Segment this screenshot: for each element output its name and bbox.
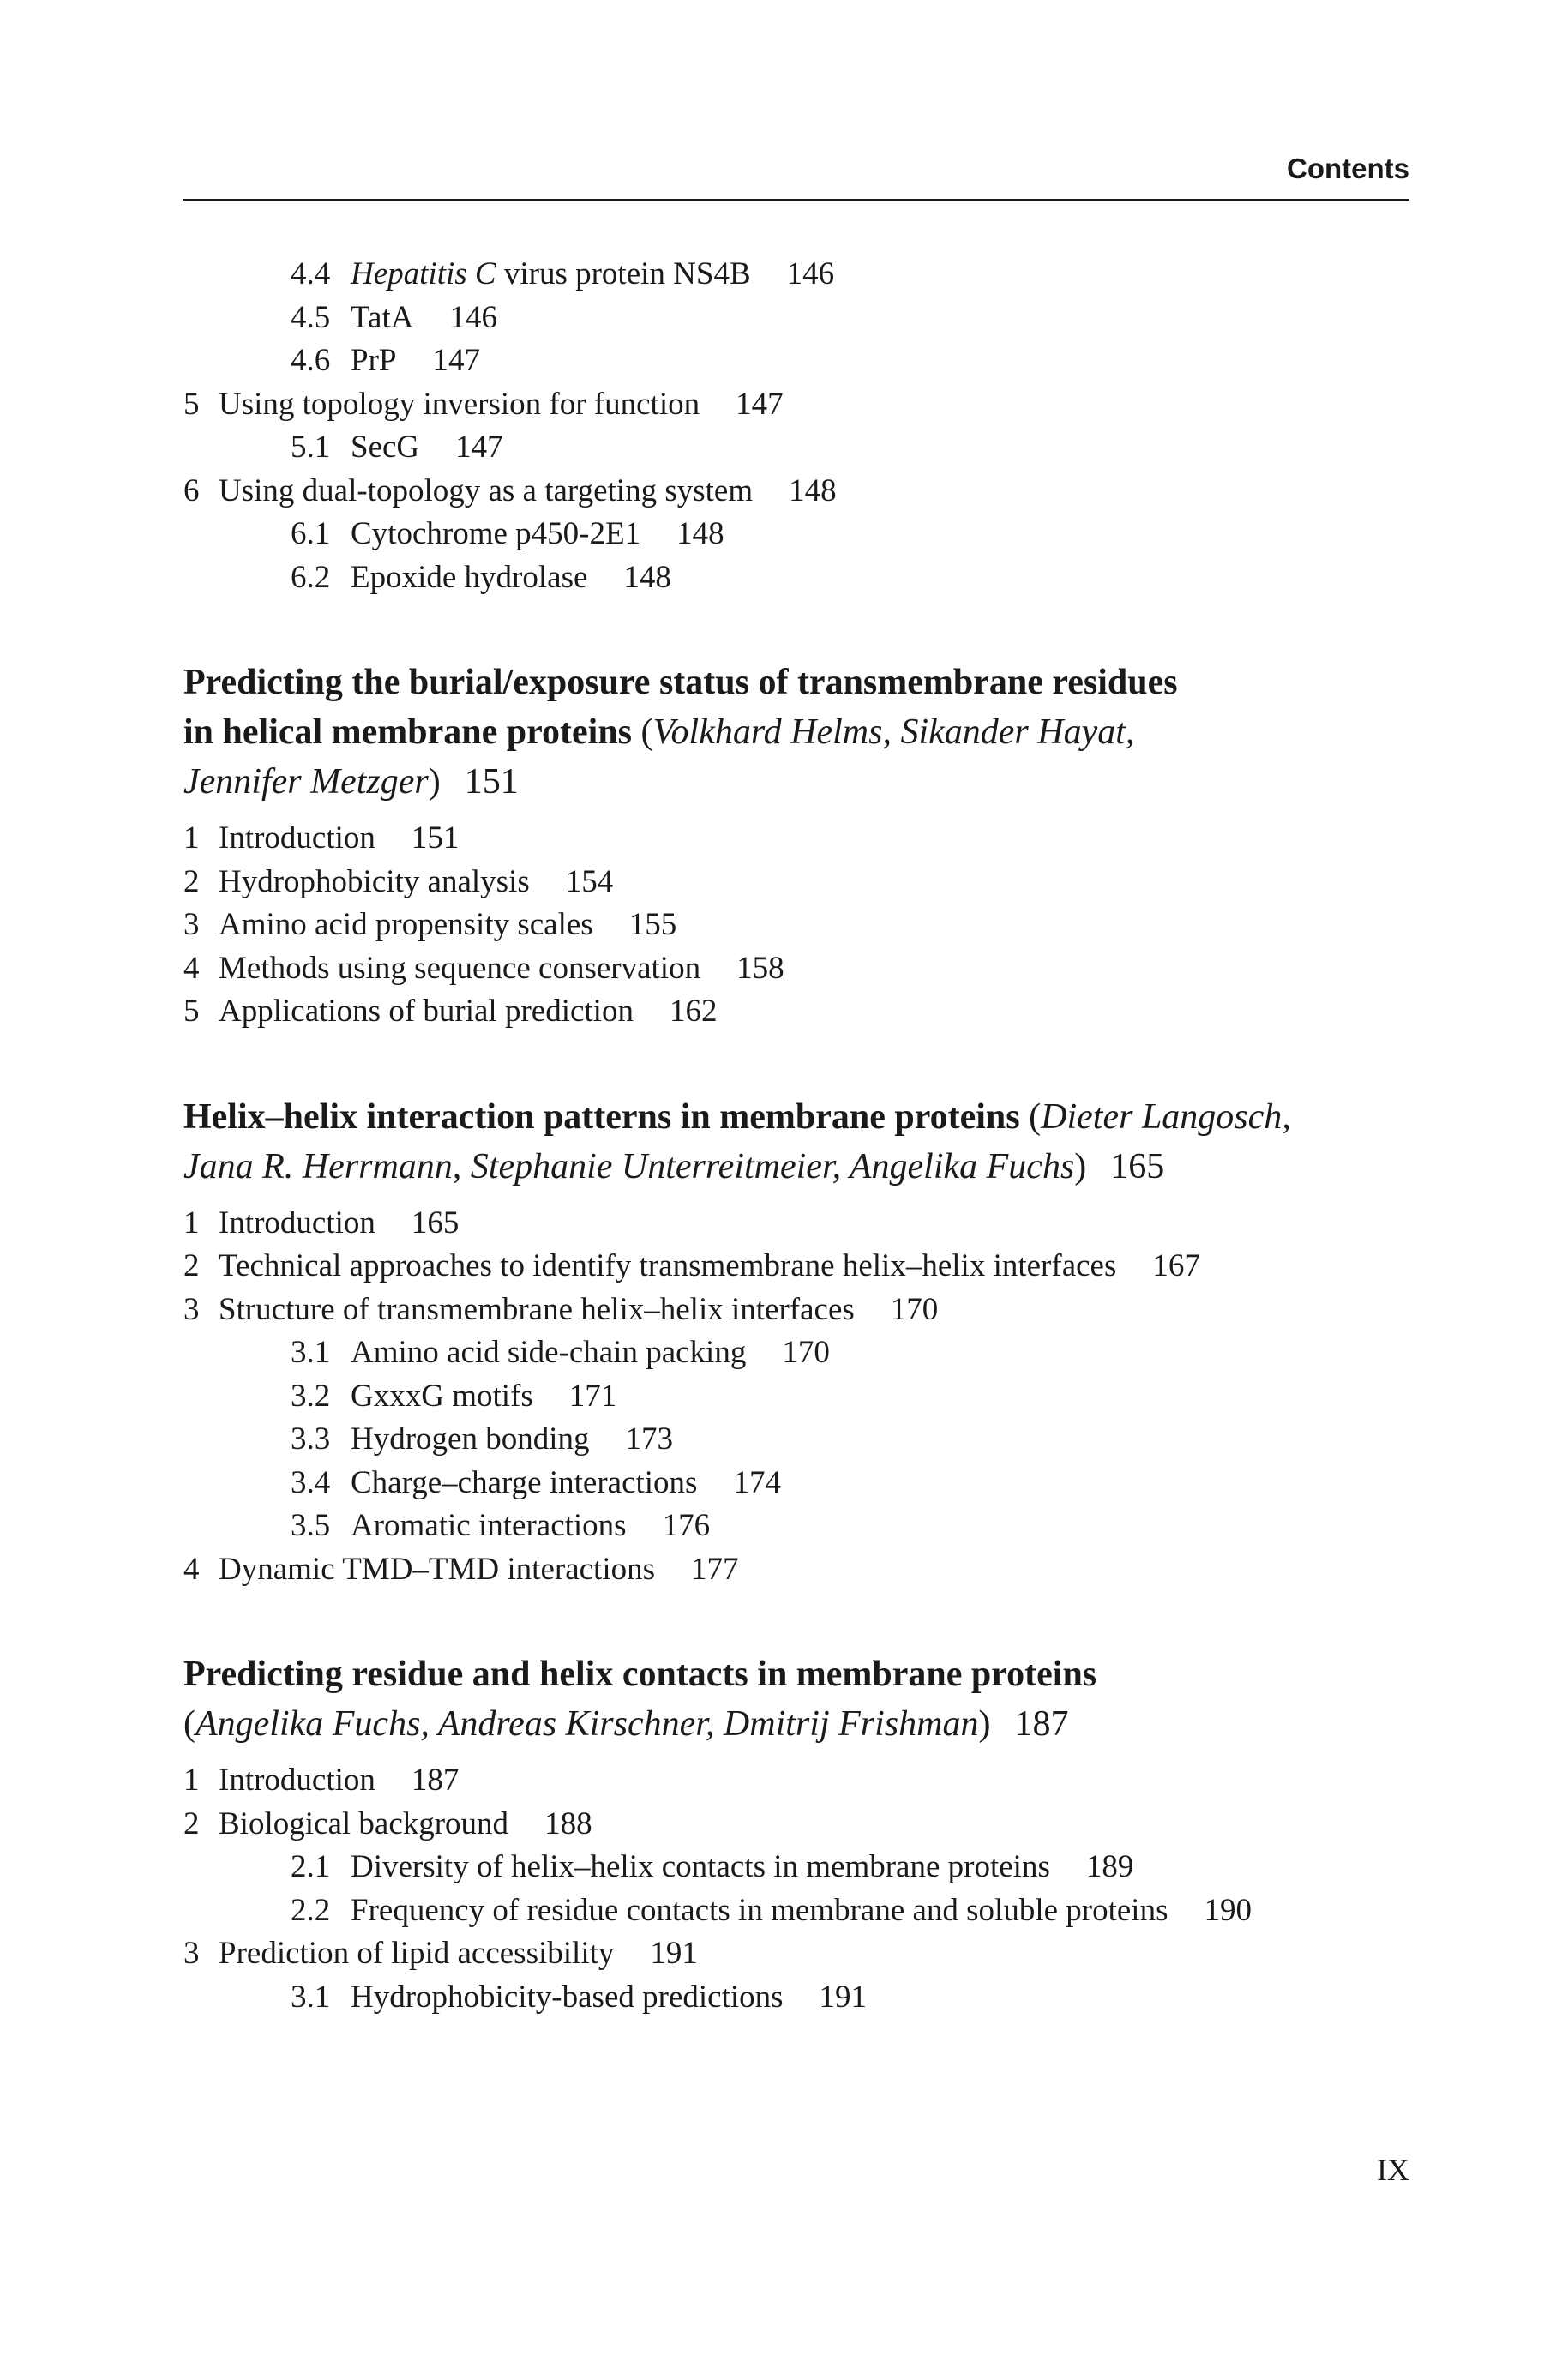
entry-title: Diversity of helix–helix contacts in membrane proteins [351,1849,1050,1884]
entry-number: 2 [183,863,200,899]
entry-page: 189 [1085,1849,1134,1884]
entry-number: 3.3 [291,1421,331,1457]
entry-page: 188 [544,1805,592,1841]
entry-page: 177 [691,1551,739,1587]
entry-page: 167 [1152,1248,1200,1283]
toc-entry[interactable] [183,1846,1409,1889]
entry-number: 1 [183,1763,200,1798]
entry-page: 187 [411,1763,460,1798]
chapter-title: Predicting residue and helix contacts in membrane proteins [183,1655,1097,1694]
entry-number: 4 [183,1551,200,1587]
entry-number: 3.2 [291,1378,331,1414]
toc-entry[interactable] [183,513,1409,556]
chapter-page: 151 [464,762,519,802]
entry-page: 162 [669,994,718,1029]
entry-title: virus protein NS4B [496,256,751,291]
chapter-page: 165 [1110,1146,1165,1186]
entry-number: 4.6 [291,343,331,378]
toc-entry[interactable] [183,1976,1409,2020]
chapter-authors: Dieter Langosch, [1041,1096,1291,1137]
entry-title: Prediction of lipid accessibility [219,1936,615,1971]
chapter-section [183,1092,1409,1592]
entry-title: Using topology inversion for function [219,386,700,422]
chapter-authors: Angelika Fuchs, Andreas Kirschner, Dmitrij Frishman [195,1704,979,1744]
entry-number: 3 [183,1936,200,1971]
toc-entry[interactable] [183,1375,1409,1419]
entry-title: Introduction [219,1763,375,1798]
paren-close: ) [428,762,441,802]
entry-number: 3.1 [291,1979,331,2015]
chapter-authors: Jennifer Metzger [183,762,429,802]
chapter-section [183,658,1409,1034]
entry-number: 2.1 [291,1849,331,1884]
entry-page: 191 [650,1936,698,1971]
entry-page: 158 [736,950,784,986]
entry-number: 2 [183,1805,200,1841]
entry-number: 5 [183,994,200,1029]
entry-page: 176 [662,1508,711,1543]
toc-entry[interactable] [183,426,1409,470]
toc-continuation [183,253,1409,599]
toc-entry[interactable] [183,1548,1409,1592]
entry-title: Dynamic TMD–TMD interactions [219,1551,656,1587]
page-number: IX [1377,2153,1409,2187]
toc-entry[interactable] [183,1759,1409,1803]
entry-page: 165 [411,1205,460,1241]
entry-page: 171 [568,1378,617,1414]
paren-open: ( [640,712,653,752]
entry-title: Aromatic interactions [351,1508,627,1543]
toc-entry[interactable] [183,1889,1409,1933]
entry-page: 147 [736,386,784,422]
entry-title: Structure of transmembrane helix–helix interfaces [219,1291,855,1327]
entry-page: 170 [890,1291,939,1327]
entry-number: 3 [183,1291,200,1327]
entry-number: 2.2 [291,1892,331,1928]
entry-page: 174 [733,1464,781,1500]
chapter-title: in helical membrane proteins [183,712,633,752]
entry-page: 146 [786,256,835,291]
entry-number: 4.5 [291,299,331,335]
toc-entry[interactable] [183,556,1409,600]
chapter-heading[interactable] [183,1649,1409,1749]
toc-entry[interactable] [183,1803,1409,1847]
toc-entry[interactable] [183,383,1409,427]
entry-number: 6.1 [291,516,331,551]
paren-close: ) [978,1704,991,1744]
entry-page: 148 [676,516,724,551]
entry-page: 151 [411,820,460,856]
entry-title: SecG [351,430,420,465]
toc-entry[interactable] [183,1289,1409,1332]
entry-title: Biological background [219,1805,509,1841]
paren-open: ( [1029,1096,1042,1137]
chapter-authors: Jana R. Herrmann, Stephanie Unterreitmeier, Angelika Fuchs [183,1146,1075,1186]
entry-page: 146 [449,299,497,335]
entry-number: 5.1 [291,430,331,465]
chapter-title: Helix–helix interaction patterns in membrane proteins [183,1096,1020,1137]
chapter-section [183,1649,1409,2019]
toc-entry[interactable] [183,1331,1409,1375]
paren-open: ( [183,1704,195,1744]
entry-title: Epoxide hydrolase [351,559,588,595]
entry-number: 1 [183,820,200,856]
entry-title: Introduction [219,1205,375,1241]
entry-title: PrP [351,343,397,378]
toc-entry[interactable] [183,1418,1409,1462]
entry-page: 191 [819,1979,868,2015]
entry-number: 3 [183,907,200,942]
entry-page: 148 [623,559,671,595]
toc-entry[interactable] [183,1202,1409,1246]
entry-page: 170 [782,1335,830,1370]
chapter-authors: Volkhard Helms, Sikander Hayat, [652,712,1135,752]
entry-title: Hydrophobicity-based predictions [351,1979,784,2015]
entry-title: Charge–charge interactions [351,1464,698,1500]
toc-entry[interactable] [183,253,1409,297]
entry-title: GxxxG motifs [351,1378,533,1414]
entry-title: Methods using sequence conservation [219,950,701,986]
toc-entry[interactable] [183,947,1409,991]
entry-number: 4.4 [291,256,331,291]
entry-page: 147 [432,343,480,378]
toc-entry[interactable] [183,339,1409,383]
entry-title: Using dual-topology as a targeting system [219,472,754,508]
chapter-page: 187 [1014,1704,1069,1744]
toc-entry[interactable] [183,1462,1409,1505]
entry-title-italic: Hepatitis C [351,256,496,291]
entry-page: 147 [455,430,503,465]
chapter-heading[interactable] [183,1092,1409,1192]
entry-title: Technical approaches to identify transmembrane helix–helix interfaces [219,1248,1117,1283]
entry-number: 3.4 [291,1464,331,1500]
entry-number: 6.2 [291,559,331,595]
entry-page: 148 [789,472,837,508]
running-head: Contents [1287,153,1409,184]
entry-page: 190 [1204,1892,1252,1928]
entry-title: Frequency of residue contacts in membrane and soluble proteins [351,1892,1168,1928]
toc-entry[interactable] [183,470,1409,514]
entry-title: Applications of burial prediction [219,994,634,1029]
toc-entry[interactable] [183,904,1409,947]
entry-number: 3.5 [291,1508,331,1543]
toc-entry[interactable] [183,1245,1409,1289]
toc-entry[interactable] [183,1505,1409,1548]
entry-number: 6 [183,472,200,508]
entry-number: 5 [183,386,200,422]
entry-page: 173 [625,1421,673,1457]
entry-title: Hydrophobicity analysis [219,863,530,899]
toc-entry[interactable] [183,1932,1409,1976]
toc-entry[interactable] [183,861,1409,904]
entry-number: 4 [183,950,200,986]
paren-close: ) [1074,1146,1087,1186]
entry-number: 2 [183,1248,200,1283]
header-rule [183,199,1409,201]
entry-page: 155 [628,907,677,942]
entry-number: 3.1 [291,1335,331,1370]
toc-content [183,253,1409,2019]
entry-title: Amino acid side-chain packing [351,1335,747,1370]
entry-title: Hydrogen bonding [351,1421,590,1457]
entry-title: Introduction [219,820,375,856]
entry-number: 1 [183,1205,200,1241]
toc-entry[interactable] [183,817,1409,861]
toc-entry[interactable] [183,297,1409,340]
chapter-heading[interactable] [183,658,1409,807]
entry-page: 154 [565,863,614,899]
entry-title: TatA [351,299,414,335]
toc-entry[interactable] [183,990,1409,1034]
entry-title: Amino acid propensity scales [219,907,593,942]
entry-title: Cytochrome p450-2E1 [351,516,641,551]
chapter-title: Predicting the burial/exposure status of transmembrane residues [183,663,1178,702]
